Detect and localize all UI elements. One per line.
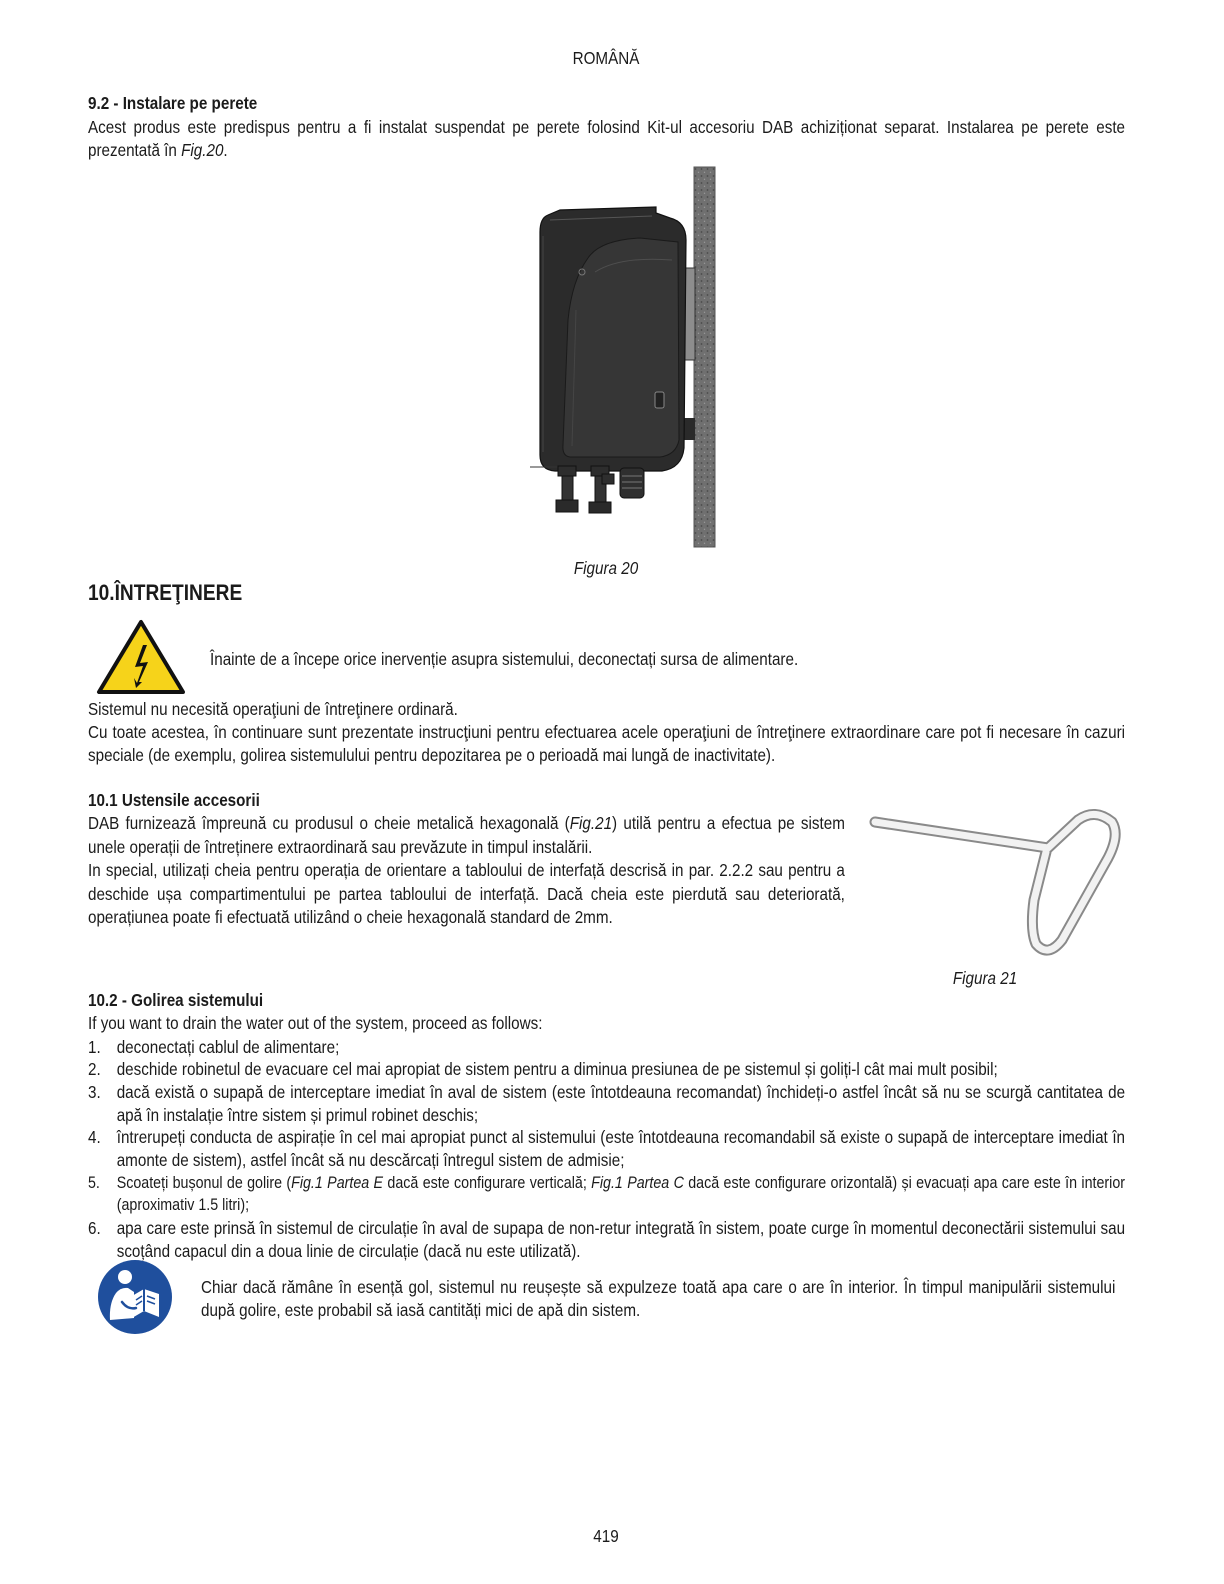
list-item <box>88 1126 1125 1171</box>
section-10-1-body <box>88 812 845 930</box>
step-number: 4. <box>88 1127 101 1148</box>
step-text: întrerupeți conducta de aspirație în cel mai apropiat punct al sistemului (este întotdeauna recomandabil să existe o supapă de interceptare imediat în amonte de sistem), astfel încât să nu descărcați întregul sistem de admisie; <box>116 1127 1126 1171</box>
section-10-title: 10.ÎNTREŢINERE <box>88 580 243 605</box>
read-manual-icon <box>96 1258 174 1336</box>
step-text: deconectați cablul de alimentare; <box>116 1036 340 1057</box>
hydraulic-fittings <box>530 466 644 513</box>
list-item <box>88 1217 1125 1262</box>
page-language-header: ROMÂNĂ <box>572 48 640 68</box>
page-number: 419 <box>593 1526 619 1546</box>
unit-body <box>540 207 686 471</box>
step-text: deschide robinetul de evacuare cel mai apropiat de sistem pentru a diminua presiunea de pe sistemul și goliți-l cât mai mult posibil; <box>116 1059 998 1080</box>
high-voltage-warning-icon <box>96 618 186 696</box>
hex-key-illustration <box>860 800 1130 965</box>
step-text: dacă există o supapă de interceptare imediat în aval de sistem (este întotdeauna recomandat) închideți-o astfel încât să nu se scurgă cantitatea de apă în instalație între sistem și primul robinet deschis; <box>116 1081 1126 1125</box>
list-item <box>88 1172 1125 1217</box>
paragraph-text: DAB furnizează împreună cu produsul o cheie metalică hexagonală ( <box>88 813 570 833</box>
wall <box>694 167 715 547</box>
section-10-1-paragraph-2: In special, utilizați cheia pentru operația de orientare a tabloului de interfață descrisă in par. 2.2.2 sau pentru a deschide ușa compartimentului pe partea tabloului de interfață. Dacă cheia este pierdută sau deteriorată, operațiunea poate fi efectuată utilizând o cheie hexagonală standard de 2mm. <box>88 860 845 927</box>
wall-mounted-unit-illustration <box>520 160 720 555</box>
step-number: 1. <box>88 1036 101 1057</box>
step-number: 3. <box>88 1081 101 1102</box>
figure-reference: Fig.1 Partea E <box>291 1173 384 1192</box>
section-9-2-paragraph <box>88 116 1125 162</box>
list-item <box>88 1081 1125 1126</box>
figure-reference: Fig.1 Partea C <box>591 1173 684 1192</box>
section-10-2-title: 10.2 - Golirea sistemului <box>88 990 264 1010</box>
section-10-1-paragraph-1 <box>88 812 845 859</box>
figure-20-caption: Figura 20 <box>573 558 639 578</box>
note-text: Chiar dacă rămâne în esență gol, sistemul nu reușește să expulzeze toată apa care o are în interior. În timpul manipulării sistemului după golire, este probabil să iasă cantități mici de apă din sistem. <box>201 1277 1116 1320</box>
paragraph-text: Acest produs este predispus pentru a fi instalat suspendat pe perete folosind Kit-ul accesoriu DAB achiziționat separat. Instalarea pe perete este prezentată în <box>88 117 1126 160</box>
section-10-1-title: 10.1 Ustensile accesorii <box>88 790 260 810</box>
section-9-2-title: 9.2 - Instalare pe perete <box>88 93 258 113</box>
step-text: apa care este prinsă în sistemul de circulație în aval de supapa de non-retur integrată în sistem, poate curge în momentul deconectării sistemului sau scoțând capacul din a doua linie de circulație (dacă nu este utilizată). <box>116 1218 1126 1261</box>
section-10-2-intro: If you want to drain the water out of the system, proceed as follows: <box>88 1013 543 1033</box>
step-text: dacă este configurare orizontală) și evacuați apa care este în interior (aproximativ 1.5 litri); <box>116 1173 1126 1215</box>
section-10-paragraph-2: Cu toate acestea, în continuare sunt prezentate instrucţiuni pentru efectuarea acele operaţiuni de întreţinere extraordinare care pot fi necesare în cazuri speciale (de exemplu, golirea sistemulului pentru depozitarea pe o perioadă mai lungă de inactivitate). <box>88 722 1126 765</box>
step-number: 2. <box>88 1059 101 1080</box>
step-number: 5. <box>88 1173 100 1192</box>
figure-21-caption: Figura 21 <box>952 968 1018 988</box>
list-item <box>88 1058 1125 1081</box>
step-text: Scoateți bușonul de golire ( <box>116 1173 292 1192</box>
section-10-paragraph-1: Sistemul nu necesită operaţiuni de întreţinere ordinară. <box>88 699 458 719</box>
paragraph-text-end: . <box>223 140 228 160</box>
warning-text: Înainte de a începe orice inervenție asupra sistemului, deconectați sursa de alimentare. <box>210 649 799 669</box>
list-item <box>88 1036 1125 1059</box>
figure-reference: Fig.21 <box>569 813 613 833</box>
figure-reference: Fig.20 <box>181 140 224 160</box>
drain-steps-list <box>88 1036 1125 1263</box>
step-number: 6. <box>88 1218 101 1239</box>
step-text: dacă este configurare verticală; <box>383 1173 592 1192</box>
paragraph-text: ) utilă pentru a efectua pe sistem unele operații de întreținere extraordinară sau prevăzute in timpul instalării. <box>88 813 845 857</box>
